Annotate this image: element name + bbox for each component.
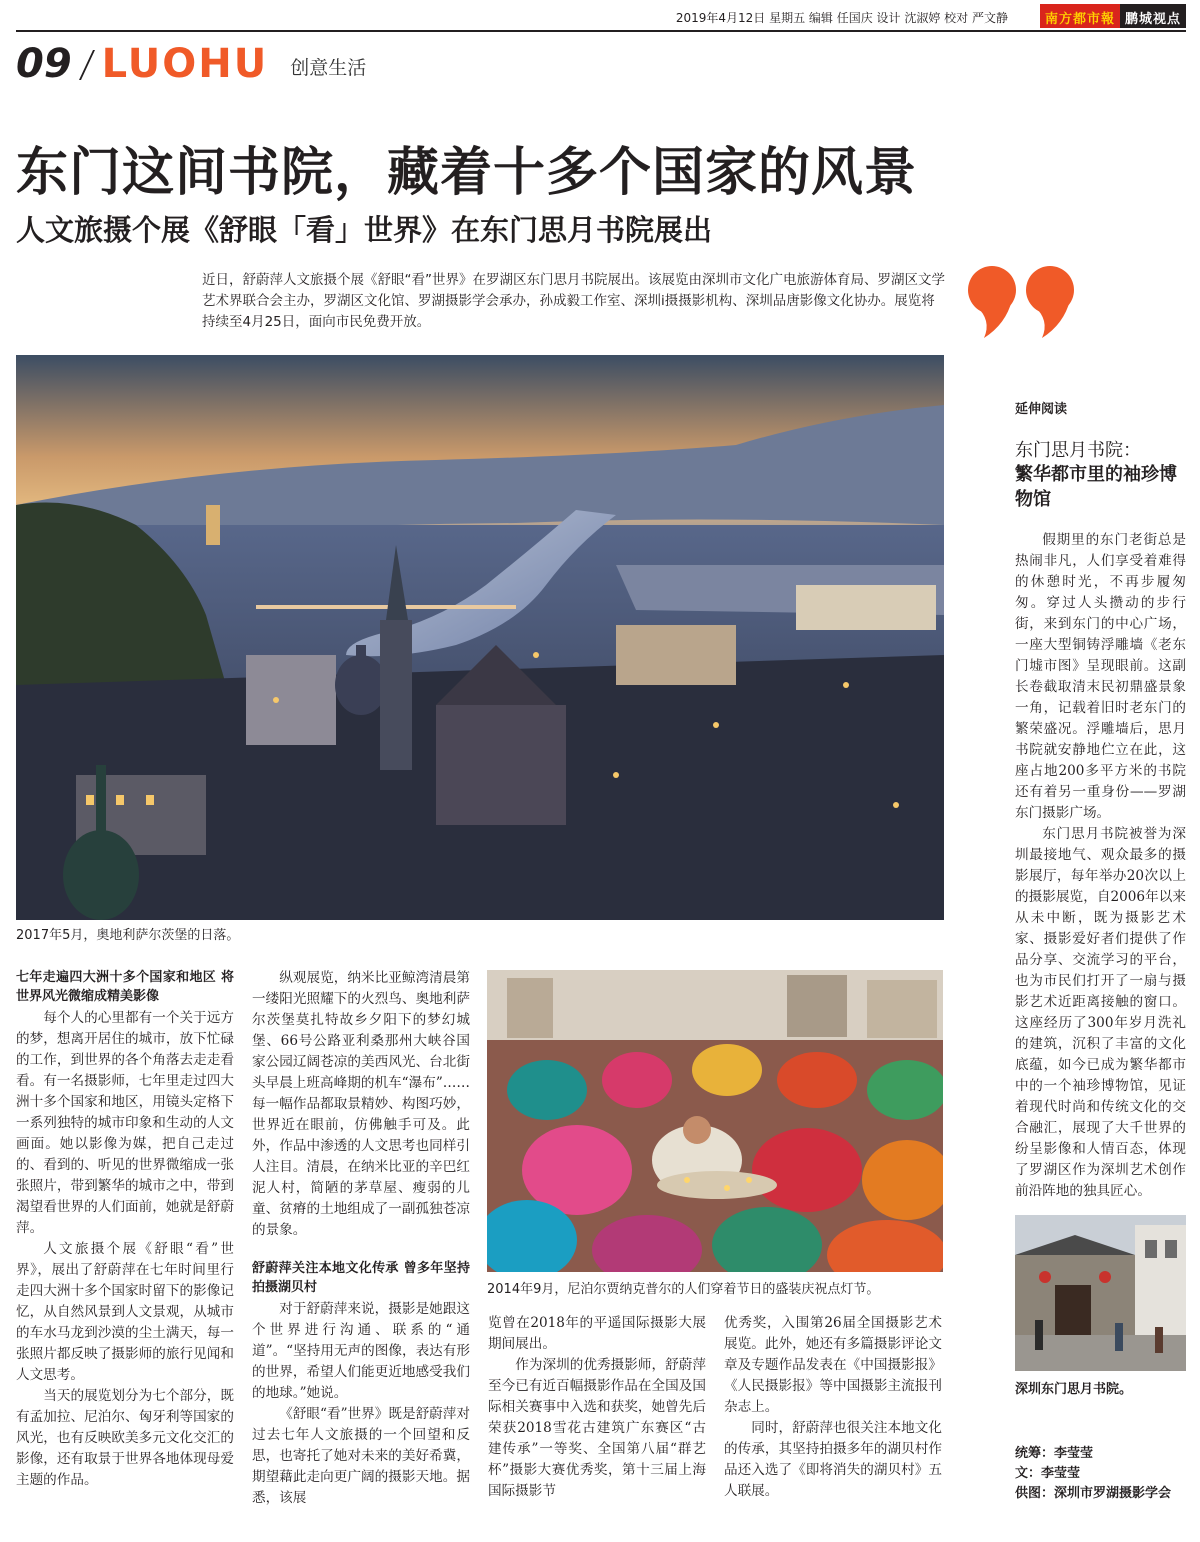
col3-paragraph: 览曾在2018年的平遥国际摄影大展期间展出。 xyxy=(488,1315,706,1352)
credits xyxy=(1015,1444,1171,1504)
newspaper-logo xyxy=(1040,4,1186,28)
section-header xyxy=(16,40,367,87)
col2-paragraph: 纵观展览，纳米比亚鲸湾清晨第一缕阳光照耀下的火烈鸟、奥地利萨尔茨堡莫扎特故乡夕阳下的梦幻城堡、66号公路亚利桑那州大峡谷国家公园辽阔苍凉的美西风光、台北街头早晨上班高峰期的机车“瀑布”……每一幅作品都取景精妙、构图巧妙，世界近在眼前，仿佛触手可及。此外，作品中渗透的人文思考也同样引人注目。清晨，在纳米比亚的辛巴红泥人村，简陋的茅草屋、瘦弱的儿童、贫瘠的土地组成了一副孤独苍凉的景象。 xyxy=(252,970,470,1238)
headline: 东门这间书院，藏着十多个国家的风景 xyxy=(16,143,918,203)
quote-mark-icon xyxy=(962,262,1084,342)
section-subtitle: 创意生活 xyxy=(290,57,367,79)
sidebar-label: 延伸阅读 xyxy=(1015,402,1068,417)
section-name: LUOHU xyxy=(101,41,269,87)
col2-paragraph: 对于舒蔚萍来说，摄影是她跟这个世界进行沟通、联系的“通道”。“坚持用无声的图像，表达有形的世界，希望人们能更近地感受我们的地球。”她说。 xyxy=(252,1301,470,1401)
col2-paragraph: 《舒眼“看”世界》既是舒蔚萍对过去七年人文旅摄的一个回望和反思，也寄托了她对未来的美好希冀，期望藉此走向更广阔的摄影天地。据悉，该展 xyxy=(252,1406,470,1506)
logo-pengcheng: 鹏城视点 xyxy=(1120,4,1186,28)
col1-subtitle: 七年走遍四大洲十多个国家和地区 将世界风光微缩成精美影像 xyxy=(16,970,234,1004)
col1-paragraph: 当天的展览划分为七个部分，既有孟加拉、尼泊尔、匈牙利等国家的风光，也有反映欧美多元文化交汇的影像，还有取景于世界各地体现母爱主题的作品。 xyxy=(16,1388,234,1488)
main-photo-caption: 2017年5月，奥地利萨尔茨堡的日落。 xyxy=(16,928,240,943)
sidebar-title-line2: 繁华都市里的袖珍博物馆 xyxy=(1015,464,1177,510)
article-column-4 xyxy=(724,1313,942,1502)
article-column-3 xyxy=(488,1313,706,1502)
page-header-bar xyxy=(16,0,1186,32)
article-column-1 xyxy=(16,968,234,1491)
logo-southern-metropolis: 南方都市報 xyxy=(1040,4,1120,28)
col4-paragraph: 优秀奖，入围第26届全国摄影艺术展览。此外，她还有多篇摄影评论文章及专题作品发表在《中国摄影报》《人民摄影报》等中国摄影主流报刊杂志上。 xyxy=(724,1315,942,1415)
siyue-academy-photo xyxy=(1015,1215,1186,1371)
credit-photos: 供图：深圳市罗湖摄影学会 xyxy=(1015,1486,1172,1501)
col3-paragraph: 作为深圳的优秀摄影师，舒蔚萍至今已有近百幅摄影作品在全国及国际相关赛事中入选和获奖，她曾先后荣获2018雪花古建筑广东赛区“古建传承”一等奖、全国第八届“群艺杯”摄影大赛优秀奖，第十三届上海国际摄影节 xyxy=(488,1357,706,1499)
col4-paragraph: 同时，舒蔚萍也很关注本地文化的传承，其坚持拍摄多年的湖贝村作品还入选了《即将消失的湖贝村》五人联展。 xyxy=(724,1420,942,1499)
sidebar-paragraph: 假期里的东门老街总是热闹非凡，人们享受着难得的休憩时光，不再步履匆匆。穿过人头攒动的步行街，来到东门的中心广场，一座大型铜铸浮雕墙《老东门墟市图》呈现眼前。这副长卷截取清末民初鼎盛景象一角，记载着旧时老东门的繁荣盛况。浮雕墙后，思月书院就安静地伫立在此，这座占地200多平方米的书院还有着另一重身份——罗湖东门摄影广场。 xyxy=(1015,532,1186,821)
lead-paragraph: 近日，舒蔚萍人文旅摄个展《舒眼“看”世界》在罗湖区东门思月书院展出。该展览由深圳市文化广电旅游体育局、罗湖区文学艺术界联合会主办，罗湖区文化馆、罗湖摄影学会承办，孙成毅工作室、深圳i摄摄影机构、深圳品唐影像文化协办。展览将持续至4月25日，面向市民免费开放。 xyxy=(202,272,945,330)
article-column-2 xyxy=(252,968,470,1509)
sidebar-title-line1: 东门思月书院： xyxy=(1015,440,1141,461)
col2-subtitle: 舒蔚萍关注本地文化传承 曾多年坚持拍摄湖贝村 xyxy=(252,1261,470,1295)
col1-paragraph: 人文旅摄个展《舒眼“看”世界》，展出了舒蔚萍在七年时间里行走四大洲十多个国家时留下的影像记忆，从自然风景到人文景观，从城市的车水马龙到沙漠的尘土满天，每一张照片都反映了摄影师的旅行见闻和人文思考。 xyxy=(16,1241,234,1383)
section-divider xyxy=(79,50,95,80)
credit-coordinator: 统筹：李莹莹 xyxy=(1015,1446,1094,1461)
credit-writer: 文：李莹莹 xyxy=(1015,1466,1081,1481)
page-number: 09 xyxy=(16,41,72,87)
sidebar-paragraph: 东门思月书院被誉为深圳最接地气、观众最多的摄影展厅，每年举办20次以上的摄影展览，自2006年以来从未中断，既为摄影艺术家、摄影爱好者们提供了作品分享、交流学习的平台，也为市民们打开了一扇与摄影艺术近距离接触的窗口。这座经历了300年岁月洗礼的建筑，沉积了丰富的文化底蕴，如今已成为繁华都市中的一个袖珍博物馆，见证着现代时尚和传统文化的交合融汇，展现了大千世界的纷呈影像和人情百态，体现了罗湖区作为深圳艺术创作前沿阵地的独具匠心。 xyxy=(1015,826,1186,1199)
academy-photo-caption: 深圳东门思月书院。 xyxy=(1015,1382,1133,1397)
col1-paragraph: 每个人的心里都有一个关于远方的梦，想离开居住的城市，放下忙碌的工作，到世界的各个角落去走走看看。有一名摄影师，七年里走过四大洲十多个国家和地区，用镜头定格下一系列独特的城市印象和生动的人文画面。她以影像为媒，把自己走过的、看到的、听见的世界微缩成一张张照片，带到繁华的城市之中，带到渴望看世界的人们面前，她就是舒蔚萍。 xyxy=(16,1010,234,1236)
subheadline: 人文旅摄个展《舒眼「看」世界》在东门思月书院展出 xyxy=(16,213,713,247)
nepal-festival-photo xyxy=(487,970,943,1272)
sidebar-body xyxy=(1015,530,1186,1202)
salzburg-sunset-photo xyxy=(16,355,944,920)
issue-meta: 2019年4月12日 星期五 编辑 任国庆 设计 沈淑婷 校对 严文静 xyxy=(675,11,1008,25)
nepal-photo-caption: 2014年9月，尼泊尔贾纳克普尔的人们穿着节日的盛装庆祝点灯节。 xyxy=(487,1282,880,1297)
